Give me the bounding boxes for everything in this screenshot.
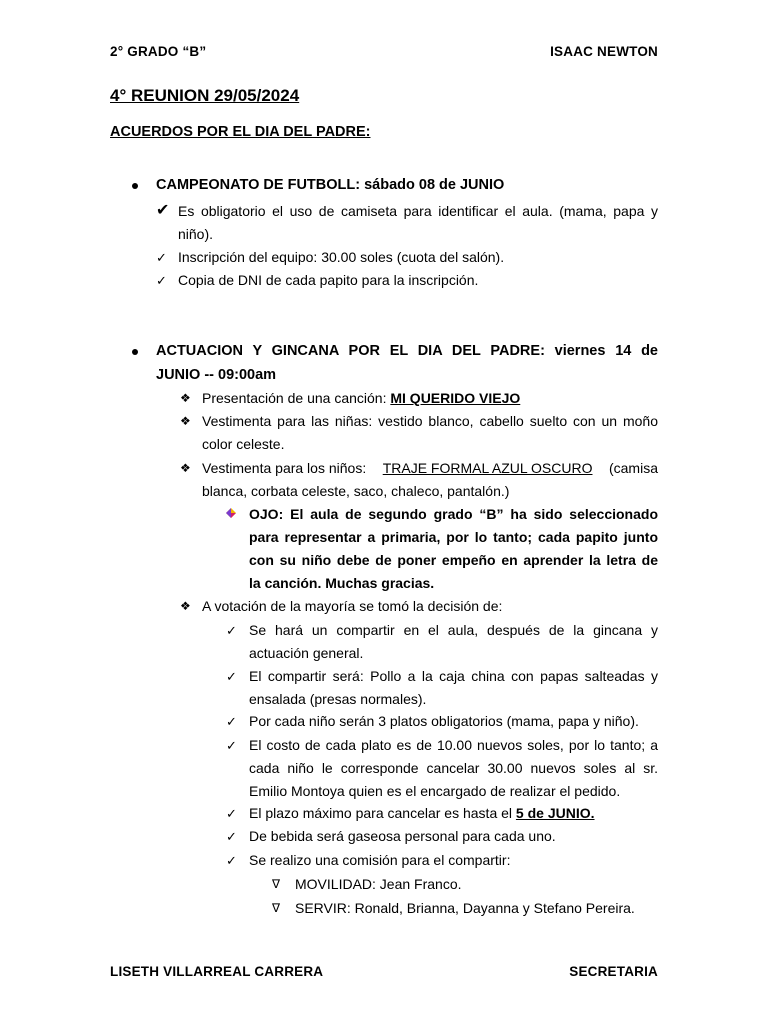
football-item-fee: Inscripción del equipo: 30.00 soles (cuota del salón). — [178, 249, 505, 265]
section-football-heading: CAMPEONATO DE FUTBOLL: sábado 08 de JUNIO — [156, 177, 505, 193]
song-item — [202, 387, 520, 410]
diamond-bullet-icon: ❖ — [180, 391, 191, 405]
decision7: Se realizo una comisión para el compartir: — [249, 852, 511, 868]
diamond-bullet-icon: ❖ — [180, 599, 191, 613]
check-icon: ✓ — [226, 853, 237, 868]
girls-outfit-line2: color celeste. — [202, 436, 285, 452]
song-name: MI QUERIDO VIEJO — [390, 390, 521, 406]
section-performance-heading-line1: ACTUACION Y GINCANA POR EL DIA DEL PADRE: viernes 14 de — [156, 343, 658, 359]
decision2-line2: ensalada (presas normales). — [249, 691, 427, 707]
note-line2: para representar a primaria, por lo tanto; cada papito junto — [249, 529, 658, 545]
bullet-dot-icon — [132, 349, 138, 355]
boys-outfit-paren: (camisa — [608, 460, 658, 476]
decision3: Por cada niño serán 3 platos obligatorios (mama, papa y niño). — [249, 713, 639, 729]
check-icon: ✓ — [226, 806, 237, 821]
check-icon: ✓ — [226, 829, 237, 844]
boys-outfit-line2: blanca, corbata celeste, saco, chaleco, pantalón.) — [202, 483, 510, 499]
committee-serve: SERVIR: Ronald, Brianna, Dayanna y Stefano Pereira. — [295, 900, 635, 916]
committee-transport: MOVILIDAD: Jean Franco. — [295, 876, 462, 892]
diamond-bullet-icon: ❖ — [180, 414, 191, 428]
decision5 — [249, 802, 595, 825]
decision4-line3: Emilio Montoya quien es el encargado de realizar el pedido. — [249, 783, 621, 799]
check-icon: ✓ — [226, 623, 237, 638]
page-header — [110, 44, 658, 59]
deadline-date: 5 de JUNIO. — [515, 805, 595, 821]
decision4-line2: cada niño le corresponde cancelar 30.00 nuevos soles al sr. — [249, 760, 658, 776]
boys-outfit-line1 — [202, 457, 658, 480]
check-icon: ✓ — [226, 738, 237, 753]
boys-outfit-label: Vestimenta para los niños: — [202, 460, 367, 476]
song-label: Presentación de una canción: — [202, 390, 391, 406]
football-item-shirt-line1: Es obligatorio el uso de camiseta para identificar el aula. (mama, papa y — [178, 203, 658, 219]
check-icon: ✔ — [156, 202, 170, 219]
note-line1: OJO: El aula de segundo grado “B” ha sido seleccionado — [249, 506, 658, 522]
decision4-line1: El costo de cada plato es de 10.00 nuevos soles, por lo tanto; a — [249, 737, 658, 753]
decision1-line1: Se hará un compartir en el aula, después de la gincana y — [249, 622, 658, 638]
diamond-bullet-icon: ❖ — [180, 461, 191, 475]
note-line4: la canción. Muchas gracias. — [249, 575, 435, 591]
header-grade: 2° GRADO “B” — [110, 44, 207, 59]
girls-outfit-line1: Vestimenta para las niñas: vestido blanco, cabello suelto con un moño — [202, 413, 658, 429]
check-icon: ✓ — [226, 669, 237, 684]
section-performance-heading-line2: JUNIO -- 09:00am — [156, 367, 277, 383]
decision6: De bebida será gaseosa personal para cada uno. — [249, 828, 556, 844]
check-icon: ✓ — [226, 714, 237, 729]
boys-outfit-suit: TRAJE FORMAL AZUL OSCURO — [382, 460, 593, 476]
check-icon: ✓ — [156, 250, 167, 265]
check-icon: ✓ — [156, 273, 167, 288]
vote-item: A votación de la mayoría se tomó la decisión de: — [202, 598, 503, 614]
bullet-dot-icon — [132, 183, 138, 189]
football-item-dni: Copia de DNI de cada papito para la inscripción. — [178, 272, 479, 288]
meeting-title: 4° REUNION 29/05/2024 — [110, 86, 300, 105]
football-item-shirt-line2: niño). — [178, 226, 214, 242]
footer-name: LISETH VILLARREAL CARRERA — [110, 964, 324, 979]
agreements-heading: ACUERDOS POR EL DIA DEL PADRE: — [110, 124, 371, 140]
header-school: ISAAC NEWTON — [550, 44, 658, 59]
deadline-label: El plazo máximo para cancelar es hasta el — [249, 805, 516, 821]
decision2-line1: El compartir será: Pollo a la caja china con papas salteadas y — [249, 668, 658, 684]
footer-role: SECRETARIA — [569, 964, 658, 979]
page-footer — [110, 964, 658, 979]
triangle-bullet-icon: ∇ — [272, 877, 281, 891]
note-line3: con su niño debe de poner empeño en aprender la letra de — [249, 552, 658, 568]
decision1-line2: actuación general. — [249, 645, 364, 661]
triangle-bullet-icon: ∇ — [272, 901, 281, 915]
flag-diamond-icon — [225, 507, 237, 521]
